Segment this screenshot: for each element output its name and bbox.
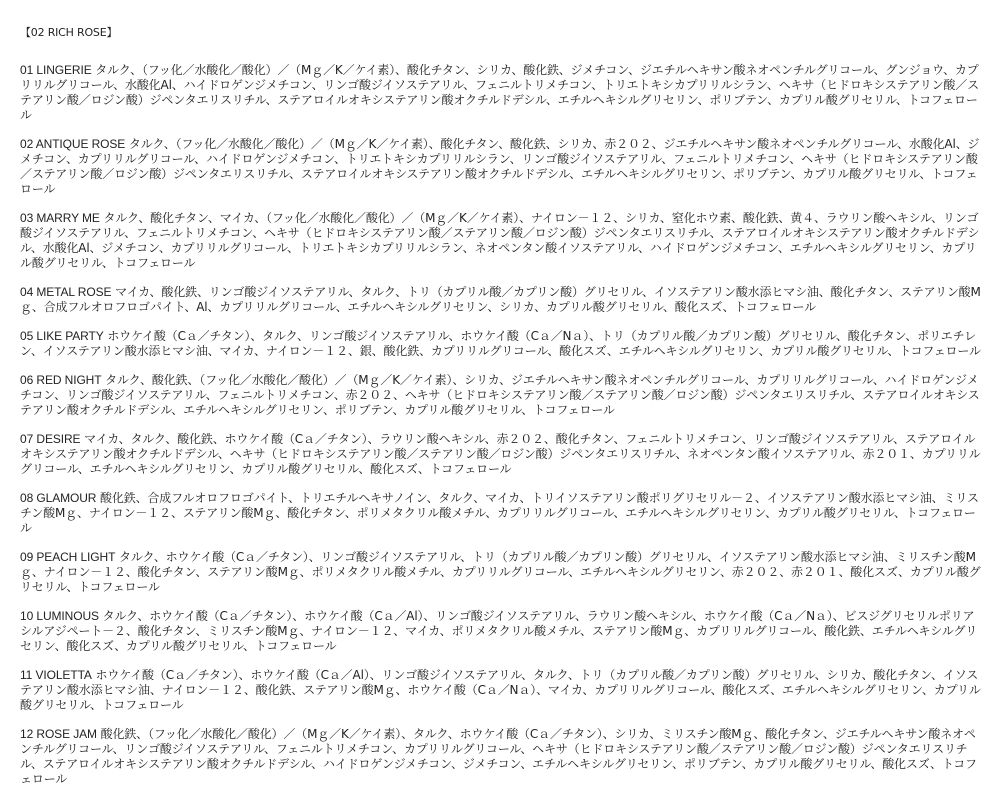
ingredient-entry [20,373,985,418]
ingredient-text: タルク、酸化チタン、マイカ、（フッ化／水酸化／酸化）／（Mｇ／K／ケイ素）、ナイロン－１２、シリカ、窒化ホウ素、酸化鉄、黄４、ラウリン酸ヘキシル、リンゴ酸ジイソステアリル、フェニルトリメチコン、ヘキサ（ヒドロキシステアリン酸／ステアリン酸／ロジン酸）ジペンタエリスリチル、ステアロイルオキシステアリン酸オクチルドデシル、水酸化Al、ジメチコン、カプリリルグリコール、トリエトキシカプリリルシラン、ネオペンタン酸イソステアリル、ハイドロゲンジメチコン、エチルヘキシルグリセリン、カプリル酸グリセリル、トコフェロール [20,211,980,270]
ingredient-text: 酸化鉄、合成フルオロフロゴパイト、トリエチルヘキサノイン、タルク、マイカ、トリイソステアリン酸ポリグリセリル－２、イソステアリン酸水添ヒマシ油、ミリスチン酸Mｇ、ナイロン－１２、ステアリン酸Mｇ、酸化チタン、ポリメタクリル酸メチル、カプリリルグリコール、エチルヘキシルグリセリン、カプリル酸グリセリル、トコフェロール [20,491,979,535]
ingredient-entry [20,432,985,477]
ingredient-entry [20,550,985,595]
shade-name: 05 LIKE PARTY [20,329,104,343]
ingredient-entry [20,285,985,315]
shade-name: 11 VIOLETTA [20,668,92,682]
ingredient-entry [20,668,985,713]
shade-name: 09 PEACH LIGHT [20,550,116,564]
shade-name: 06 RED NIGHT [20,373,102,387]
ingredient-text: タルク、ホウケイ酸（Cａ／チタン）、リンゴ酸ジイソステアリル、トリ（カプリル酸／カプリン酸）グリセリル、イソステアリン酸水添ヒマシ油、ミリスチン酸Mｇ、ナイロン－１２、酸化チタン、ステアリン酸Mｇ、ポリメタクリル酸メチル、カプリリルグリコール、エチルヘキシルグリセリン、赤２０２、赤２０１、酸化スズ、カプリル酸グリセリル、トコフェロール [20,550,981,594]
ingredient-entry [20,63,985,123]
shade-name: 12 ROSE JAM [20,727,97,741]
ingredient-entry [20,491,985,536]
ingredient-list [20,63,985,787]
ingredient-text: タルク、ホウケイ酸（Cａ／チタン）、ホウケイ酸（Cａ／Al）、リンゴ酸ジイソステアリル、ラウリン酸ヘキシル、ホウケイ酸（Cａ／Nａ）、ビスジグリセリルポリアシルアジペート－２、酸化チタン、ミリスチン酸Mｇ、ナイロン－１２、マイカ、ポリメタクリル酸メチル、ステアリン酸Mｇ、カプリリルグリコール、酸化鉄、エチルヘキシルグリセリン、酸化スズ、カプリル酸グリセリル、トコフェロール [20,609,978,653]
ingredient-entry [20,137,985,197]
ingredient-text: タルク、酸化鉄、（フッ化／水酸化／酸化）／（Mｇ／K／ケイ素）、シリカ、ジエチルヘキサン酸ネオペンチルグリコール、カプリリルグリコール、ハイドロゲンジメチコン、リンゴ酸ジイソステアリル、フェニルトリメチコン、赤２０２、ヘキサ（ヒドロキシステアリン酸／ステアリン酸／ロジン酸）ジペンタエリスリチル、ステアロイルオキシステアリン酸オクチルドデシル、エチルヘキシルグリセリン、ポリブテン、カプリル酸グリセリル、トコフェロール [20,373,980,417]
ingredient-entry [20,727,985,787]
ingredient-text: マイカ、酸化鉄、リンゴ酸ジイソステアリル、タルク、トリ（カプリル酸／カプリン酸）グリセリル、イソステアリン酸水添ヒマシ油、酸化チタン、ステアリン酸Mｇ、合成フルオロフロゴパイト、Al、カプリリルグリコール、エチルヘキシルグリセリン、シリカ、カプリル酸グリセリル、酸化スズ、トコフェロール [20,285,981,314]
shade-name: 01 LINGERIE [20,63,92,77]
shade-name: 04 METAL ROSE [20,285,112,299]
shade-name: 03 MARRY ME [20,211,100,225]
ingredient-text: タルク、（フッ化／水酸化／酸化）／（Mｇ／K／ケイ素）、酸化チタン、シリカ、酸化鉄、ジメチコン、ジエチルヘキサン酸ネオペンチルグリコール、グンジョウ、カプリリルグリコール、水酸化Al、ハイドロゲンジメチコン、リンゴ酸ジイソステアリル、フェニルトリメチコン、トリエトキシカプリリルシラン、ヘキサ（ヒドロキシステアリン酸／ステアリン酸／ロジン酸）ジペンタエリスリチル、ステアロイルオキシステアリン酸オクチルドデシル、エチルヘキシルグリセリン、ポリブテン、カプリル酸グリセリル、トコフェロール [20,63,979,122]
ingredient-text: 酸化鉄、（フッ化／水酸化／酸化）／（Mｇ／K／ケイ素）、タルク、ホウケイ酸（Cａ／チタン）、シリカ、ミリスチン酸Mｇ、酸化チタン、ジエチルヘキサン酸ネオペンチルグリコール、リンゴ酸ジイソステアリル、フェニルトリメチコン、カプリリルグリコール、ヘキサ（ヒドロキシステアリン酸／ステアリン酸／ロジン酸）ジペンタエリスリチル、ステアロイルオキシステアリン酸オクチルドデシル、ハイドロゲンジメチコン、ジメチコン、エチルヘキシルグリセリン、ポリブテン、カプリル酸グリセリル、酸化スズ、トコフェロール [20,727,977,786]
ingredient-entry [20,329,985,359]
shade-name: 10 LUMINOUS [20,609,99,623]
shade-name: 08 GLAMOUR [20,491,97,505]
ingredient-entry [20,609,985,654]
ingredient-text: ホウケイ酸（Cａ／チタン）、タルク、リンゴ酸ジイソステアリル、ホウケイ酸（Cａ／Nａ）、トリ（カプリル酸／カプリン酸）グリセリル、酸化チタン、ポリエチレン、イソステアリン酸水添ヒマシ油、マイカ、ナイロン－１２、銀、酸化鉄、カプリリルグリコール、酸化スズ、エチルヘキシルグリセリン、カプリル酸グリセリル、トコフェロール [20,329,981,358]
shade-name: 02 ANTIQUE ROSE [20,137,126,151]
ingredient-text: ホウケイ酸（Cａ／チタン）、ホウケイ酸（Cａ／Al）、リンゴ酸ジイソステアリル、タルク、トリ（カプリル酸／カプリン酸）グリセリル、シリカ、酸化チタン、イソステアリン酸水添ヒマシ油、ナイロン－１２、酸化鉄、ステアリン酸Mｇ、ホウケイ酸（Cａ／Nａ）、マイカ、カプリリルグリコール、酸化スズ、エチルヘキシルグリセリン、カプリル酸グリセリル、トコフェロール [20,668,981,712]
ingredient-entry [20,211,985,271]
ingredient-text: マイカ、タルク、酸化鉄、ホウケイ酸（Cａ／チタン）、ラウリン酸ヘキシル、赤２０２、酸化チタン、フェニルトリメチコン、リンゴ酸ジイソステアリル、ステアロイルオキシステアリン酸オクチルドデシル、ヘキサ（ヒドロキシステアリン酸／ステアリン酸／ロジン酸）ジペンタエリスリチル、ネオペンタン酸イソステアリル、赤２０１、カプリリルグリコール、エチルヘキシルグリセリン、カプリル酸グリセリル、酸化スズ、トコフェロール [20,432,981,476]
section-title: 【02 RICH ROSE】 [20,26,118,39]
ingredient-text: タルク、（フッ化／水酸化／酸化）／（Mｇ／K／ケイ素）、酸化チタン、酸化鉄、シリカ、赤２０２、ジエチルヘキサン酸ネオペンチルグリコール、水酸化Al、ジメチコン、カプリリルグリコール、ハイドロゲンジメチコン、トリエトキシカプリリルシラン、リンゴ酸ジイソステアリル、フェニルトリメチコン、ヘキサ（ヒドロキシステアリン酸／ステアリン酸／ロジン酸）ジペンタエリスリチル、ステアロイルオキシステアリン酸オクチルドデシル、エチルヘキシルグリセリン、ポリブテン、カプリル酸グリセリル、トコフェロール [20,137,980,196]
shade-name: 07 DESIRE [20,432,81,446]
